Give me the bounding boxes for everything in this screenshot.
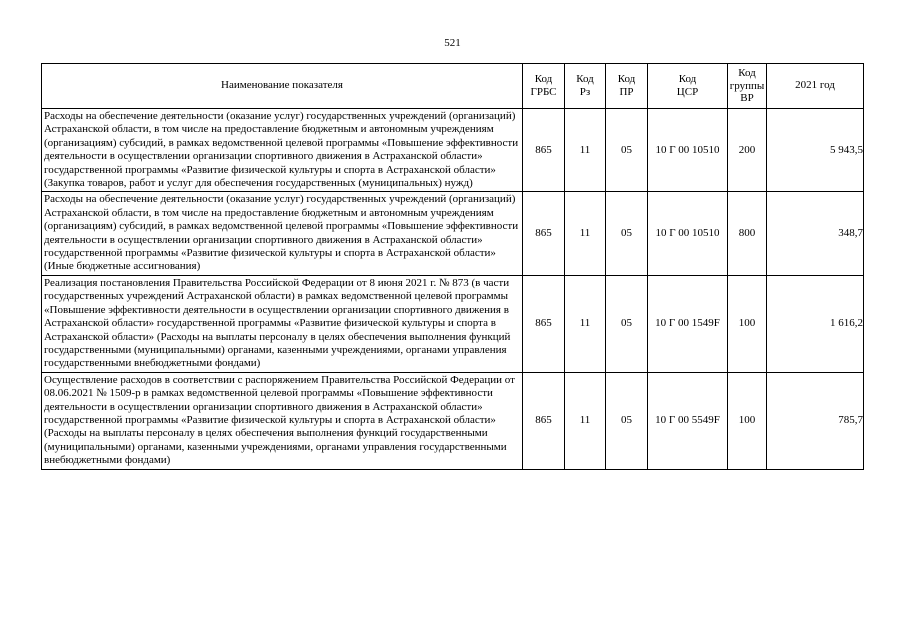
row-amount: 785,7 bbox=[767, 372, 864, 469]
row-rz: 11 bbox=[565, 109, 606, 192]
row-amount: 1 616,2 bbox=[767, 275, 864, 372]
row-grbs: 865 bbox=[523, 275, 565, 372]
row-vr: 100 bbox=[728, 275, 767, 372]
row-grbs: 865 bbox=[523, 109, 565, 192]
row-grbs: 865 bbox=[523, 372, 565, 469]
row-csr: 10 Г 00 1549F bbox=[648, 275, 728, 372]
row-rz: 11 bbox=[565, 192, 606, 275]
row-vr: 100 bbox=[728, 372, 767, 469]
page-number: 521 bbox=[444, 37, 461, 49]
row-name: Осуществление расходов в соответствии с распоряжением Правительства Российской Федерации от 08.06.2021 № 1509-р в рамках ведомственной целевой программы «Повышение эффективности деятельности в осуществлении организации спортивного движения в Астраханской области» государственной программы «Развитие физической культуры и спорта в Астраханской области» (Расходы на выплаты персоналу в целях обеспечения выполнения функций государственными (муниципальными) органами, казенными учреждениями, органами управления государственными внебюджетными фондами) bbox=[42, 372, 523, 469]
row-pr: 05 bbox=[606, 192, 648, 275]
budget-table bbox=[41, 63, 864, 470]
header-vr: Код группы ВР bbox=[728, 64, 767, 109]
header-year: 2021 год bbox=[767, 64, 864, 109]
row-amount: 5 943,5 bbox=[767, 109, 864, 192]
header-pr: Код ПР bbox=[606, 64, 648, 109]
header-csr: Код ЦСР bbox=[648, 64, 728, 109]
row-name: Расходы на обеспечение деятельности (оказание услуг) государственных учреждений (организаций) Астраханской области, в том числе на предоставление бюджетным и автономным учреждениям (организациям) субсидий, в рамках ведомственной целевой программы «Повышение эффективности деятельности в осуществлении организации спортивного движения в Астраханской области» государственной программы «Развитие физической культуры и спорта в Астраханской области» (Закупка товаров, работ и услуг для обеспечения государственных (муниципальных) нужд) bbox=[42, 109, 523, 192]
row-pr: 05 bbox=[606, 109, 648, 192]
row-pr: 05 bbox=[606, 275, 648, 372]
row-name: Реализация постановления Правительства Российской Федерации от 8 июня 2021 г. № 873 (в части государственных учреждений Астраханской области) в рамках ведомственной целевой программы «Повышение эффективности деятельности в осуществлении организации спортивного движения в Астраханской области» государственной программы «Развитие физической культуры и спорта в Астраханской области» (Расходы на выплаты персоналу в целях обеспечения выполнения функций государственными (муниципальными) органами, казенными учреждениями, органами управления государственными внебюджетными фондами) bbox=[42, 275, 523, 372]
table-row bbox=[42, 275, 864, 372]
row-grbs: 865 bbox=[523, 192, 565, 275]
header-rz: Код Рз bbox=[565, 64, 606, 109]
row-rz: 11 bbox=[565, 275, 606, 372]
row-name: Расходы на обеспечение деятельности (оказание услуг) государственных учреждений (организаций) Астраханской области, в том числе на предоставление бюджетным и автономным учреждениям (организациям) субсидий, в рамках ведомственной целевой программы «Повышение эффективности деятельности в осуществлении организации спортивного движения в Астраханской области» государственной программы «Развитие физической культуры и спорта в Астраханской области» (Иные бюджетные ассигнования) bbox=[42, 192, 523, 275]
header-grbs: Код ГРБС bbox=[523, 64, 565, 109]
row-csr: 10 Г 00 10510 bbox=[648, 192, 728, 275]
row-pr: 05 bbox=[606, 372, 648, 469]
table-row bbox=[42, 372, 864, 469]
row-vr: 800 bbox=[728, 192, 767, 275]
row-csr: 10 Г 00 5549F bbox=[648, 372, 728, 469]
row-rz: 11 bbox=[565, 372, 606, 469]
table-row bbox=[42, 109, 864, 192]
row-csr: 10 Г 00 10510 bbox=[648, 109, 728, 192]
header-row bbox=[42, 64, 864, 109]
row-amount: 348,7 bbox=[767, 192, 864, 275]
header-name: Наименование показателя bbox=[42, 64, 523, 109]
table-row bbox=[42, 192, 864, 275]
row-vr: 200 bbox=[728, 109, 767, 192]
